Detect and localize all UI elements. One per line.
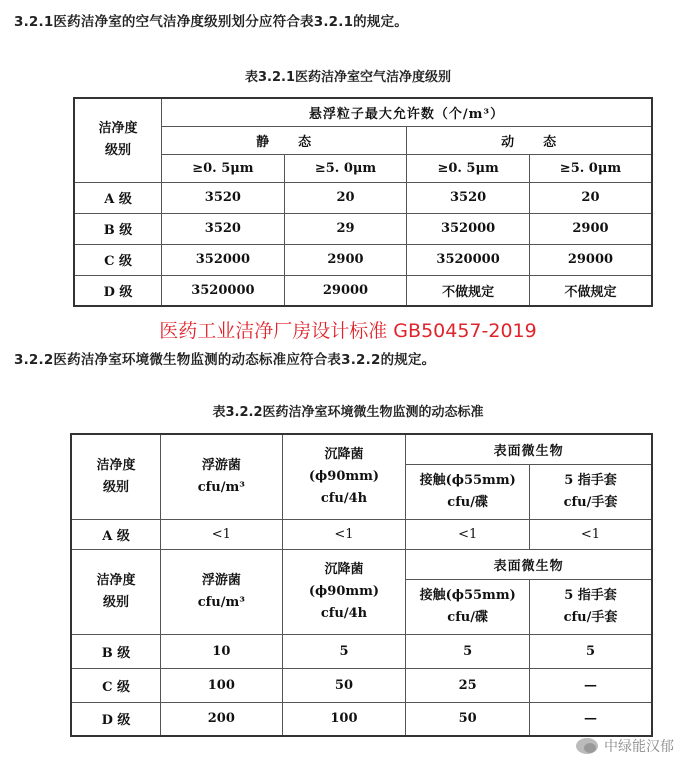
table2-row — [71, 634, 652, 668]
table2-settling-header: 沉降菌 (ϕ90mm) cfu/4h — [282, 549, 406, 634]
table2-cell: — — [530, 702, 653, 736]
table2-cell: <1 — [406, 519, 530, 549]
table1-cell: 352000 — [162, 244, 285, 275]
table1-grade-cell: B 级 — [74, 213, 162, 244]
table2-cell: 50 — [282, 668, 406, 702]
table2-cell: 5 — [406, 634, 530, 668]
table2-grade-header: 洁净度 级别 — [71, 549, 161, 634]
table2-cell: <1 — [161, 519, 283, 549]
table1-cell: 3520000 — [407, 244, 530, 275]
table2 — [70, 433, 653, 737]
table2-row — [71, 519, 652, 549]
table1-title: 表3.2.1医药洁净室空气洁净度级别 — [244, 70, 451, 85]
table1-grade-cell: D 级 — [74, 275, 162, 306]
table2-grade-cell: A 级 — [71, 519, 161, 549]
table2-grade-cell: C 级 — [71, 668, 161, 702]
footer-brand: 中绿能汉郁 — [604, 739, 674, 755]
table2-cell: <1 — [530, 519, 653, 549]
table2-grade-cell: B 级 — [71, 634, 161, 668]
table2-row — [71, 702, 652, 736]
table1-cell: 不做规定 — [407, 275, 530, 306]
section2-paragraph: 3.2.2医药洁净室环境微生物监测的动态标准应符合表3.2.2的规定。 — [14, 352, 436, 368]
table1-cell: 3520 — [407, 182, 530, 213]
table1-size-header: ≥5. 0μm — [529, 154, 652, 182]
table1-size-header: ≥0. 5μm — [407, 154, 530, 182]
table1-cell: 不做规定 — [529, 275, 652, 306]
table1-dynamic-header: 动 态 — [407, 126, 652, 154]
table2-cell: 100 — [161, 668, 283, 702]
table2-cell: 50 — [406, 702, 530, 736]
table2-floating-header: 浮游菌 cfu/m³ — [161, 434, 283, 519]
footer-watermark — [576, 736, 674, 756]
table2-surface-header: 表面微生物 — [406, 549, 652, 579]
table1-static-header: 静 态 — [162, 126, 407, 154]
table1-cell: 3520 — [162, 182, 285, 213]
table1-cell: 3520 — [162, 213, 285, 244]
table1-cell: 2900 — [529, 213, 652, 244]
table2-cell: 100 — [282, 702, 406, 736]
table2-grade-cell: D 级 — [71, 702, 161, 736]
table2-grade-header: 洁净度 级别 — [71, 434, 161, 519]
table2-row — [71, 668, 652, 702]
table1-cell: 20 — [529, 182, 652, 213]
table2-glove-header: 5 指手套 cfu/手套 — [530, 579, 653, 634]
table1-grade-cell: C 级 — [74, 244, 162, 275]
table1-top-header: 悬浮粒子最大允许数（个/m³） — [162, 98, 652, 126]
table1-cell: 29 — [284, 213, 407, 244]
table2-glove-header: 5 指手套 cfu/手套 — [530, 464, 653, 519]
table2-surface-header: 表面微生物 — [406, 434, 652, 464]
section1-paragraph: 3.2.1医药洁净室的空气洁净度级别划分应符合表3.2.1的规定。 — [14, 14, 408, 30]
table1-grade-cell: A 级 — [74, 182, 162, 213]
table2-cell: 25 — [406, 668, 530, 702]
table2-title: 表3.2.2医药洁净室环境微生物监测的动态标准 — [212, 405, 484, 420]
table1-size-header: ≥5. 0μm — [284, 154, 407, 182]
table2-cell: 10 — [161, 634, 283, 668]
table1-row — [74, 182, 652, 213]
table1-cell: 3520000 — [162, 275, 285, 306]
table1-cell: 20 — [284, 182, 407, 213]
table1-cell: 29000 — [284, 275, 407, 306]
table1-size-header: ≥0. 5μm — [162, 154, 285, 182]
table2-cell: 5 — [282, 634, 406, 668]
table1-row — [74, 213, 652, 244]
table2-settling-header: 沉降菌 (ϕ90mm) cfu/4h — [282, 434, 406, 519]
table2-cell: 5 — [530, 634, 653, 668]
table1-row — [74, 275, 652, 306]
table1-cell: 29000 — [529, 244, 652, 275]
table2-cell: <1 — [282, 519, 406, 549]
table2-cell: — — [530, 668, 653, 702]
table1-cell: 2900 — [284, 244, 407, 275]
table2-contact-header: 接触(ϕ55mm) cfu/碟 — [406, 579, 530, 634]
table2-cell: 200 — [161, 702, 283, 736]
table2-floating-header: 浮游菌 cfu/m³ — [161, 549, 283, 634]
table2-contact-header: 接触(ϕ55mm) cfu/碟 — [406, 464, 530, 519]
standard-reference-text: 医药工业洁净厂房设计标准 GB50457-2019 — [159, 320, 537, 342]
table1-row — [74, 244, 652, 275]
table1-grade-header: 洁净度 级别 — [74, 98, 162, 182]
table1-cell: 352000 — [407, 213, 530, 244]
wechat-bubble-icon — [576, 738, 598, 754]
table1 — [73, 97, 653, 307]
